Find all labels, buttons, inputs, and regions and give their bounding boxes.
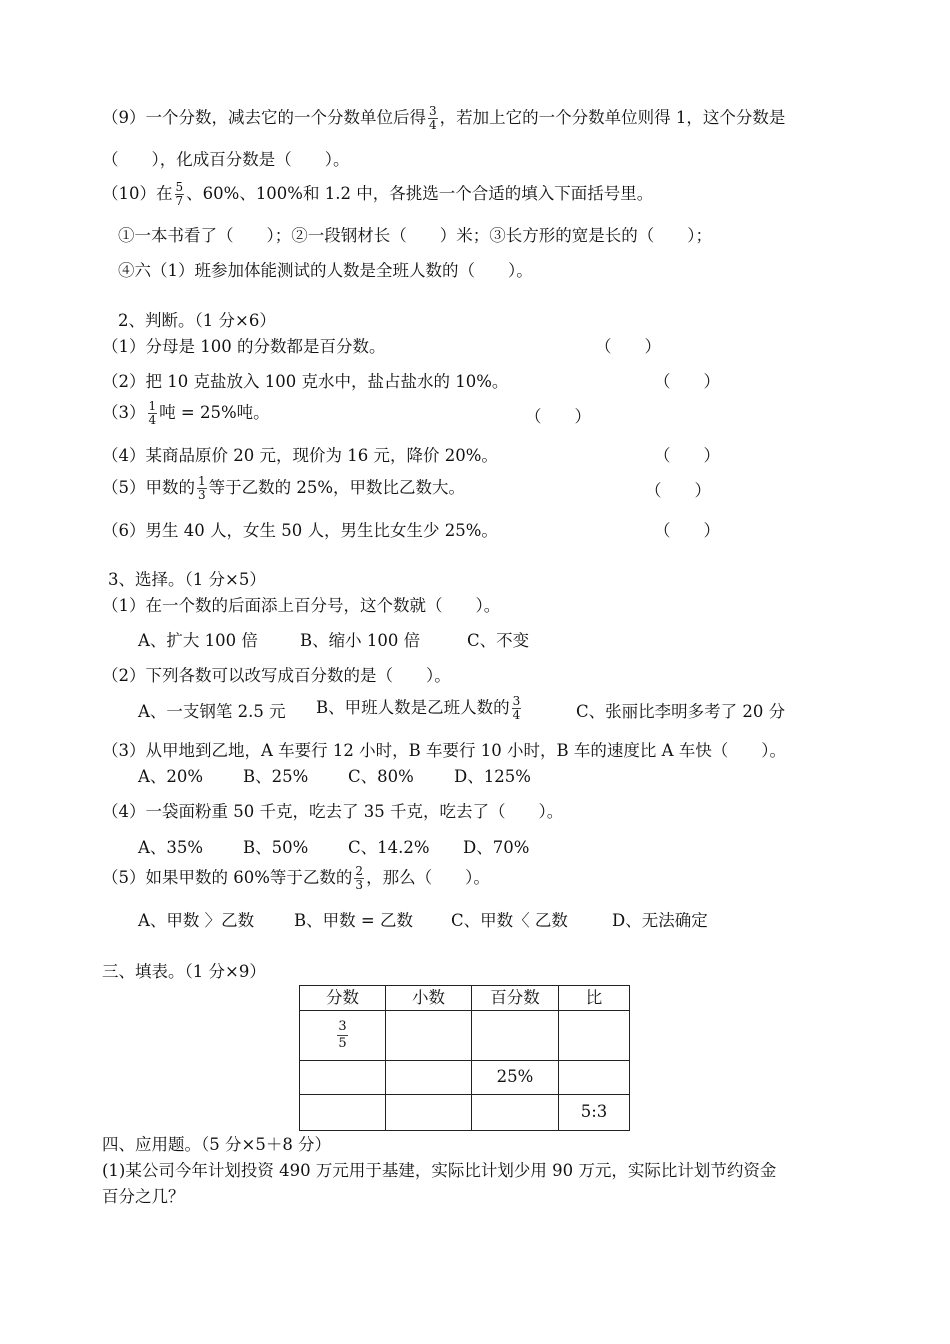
judge-item-1: （1）分母是 100 的分数都是百分数。 — [102, 337, 386, 356]
choice-q2-option-b[interactable] — [316, 695, 523, 722]
q10-text-post: 、60%、100%和 1.2 中，各挑选一个合适的填入下面括号里。 — [186, 184, 654, 204]
table-row — [300, 1095, 630, 1131]
choice-q3-option-c[interactable]: C、80% — [348, 767, 414, 786]
judge-item-6: （6）男生 40 人，女生 50 人，男生比女生少 25%。 — [102, 521, 498, 540]
fraction-1-3: $\frac{1}{3}$ — [198, 474, 206, 502]
choice-q4-stem: （4）一袋面粉重 50 千克，吃去了 35 千克，吃去了（ ）。 — [102, 802, 564, 821]
table-header-decimal: 小数 — [386, 986, 472, 1011]
table-cell-percent: 25% — [472, 1061, 559, 1095]
choice-q1-option-c[interactable]: C、不变 — [467, 631, 530, 650]
table-cell-empty[interactable] — [559, 1061, 630, 1095]
q10-line1 — [102, 181, 653, 208]
choice-q3-stem: （3）从甲地到乙地，A 车要行 12 小时，B 车要行 10 小时，B 车的速度比 A 车快（ ）。 — [102, 741, 787, 760]
q10-line3: ④六（1）班参加体能测试的人数是全班人数的（ ）。 — [118, 261, 533, 280]
judge-mark-3[interactable]: （ ） — [525, 407, 591, 426]
choice-q4-option-d[interactable]: D、70% — [463, 838, 530, 857]
judge-item-5 — [102, 475, 465, 502]
fraction-3-5: $\frac{3}{5}$ — [338, 1019, 347, 1051]
fraction-3-4: $\frac{3}{4}$ — [429, 104, 437, 132]
fraction-1-4: $\frac{1}{4}$ — [148, 399, 157, 427]
table-cell-fraction — [300, 1011, 386, 1061]
q10-line2: ①一本书看了（ ）；②一段钢材长（ ）米；③长方形的宽是长的（ ）； — [118, 226, 712, 245]
judge-mark-4[interactable]: （ ） — [654, 446, 720, 465]
choice-q3-option-d[interactable]: D、125% — [454, 767, 531, 786]
judge-3-post: 吨 = 25%吨。 — [159, 403, 270, 423]
choice-q5-option-d[interactable]: D、无法确定 — [612, 911, 708, 930]
choice-q4-option-c[interactable]: C、14.2% — [348, 838, 430, 857]
judge-heading: 2、判断。（1 分×6） — [118, 311, 276, 330]
table-cell-empty[interactable] — [386, 1095, 472, 1131]
table-row — [300, 1061, 630, 1095]
choice-q4-option-b[interactable]: B、50% — [243, 838, 309, 857]
table-header-fraction: 分数 — [300, 986, 386, 1011]
judge-mark-2[interactable]: （ ） — [654, 372, 720, 391]
choice-heading: 3、选择。（1 分×5） — [108, 570, 266, 589]
table-header-percent: 百分数 — [472, 986, 559, 1011]
q9-line1 — [102, 105, 785, 132]
application-q1-line2: 百分之几？ — [102, 1187, 185, 1206]
choice-q2-stem: （2）下列各数可以改写成百分数的是（ ）。 — [102, 666, 451, 685]
fraction-2-3: $\frac{2}{3}$ — [355, 864, 364, 892]
judge-item-2: （2）把 10 克盐放入 100 克水中，盐占盐水的 10%。 — [102, 372, 509, 391]
choice-q5-option-b[interactable]: B、甲数 = 乙数 — [294, 911, 413, 930]
table-header-row — [300, 986, 630, 1011]
table-cell-empty[interactable] — [300, 1095, 386, 1131]
judge-3-pre: （3） — [102, 403, 146, 423]
judge-mark-6[interactable]: （ ） — [654, 521, 720, 540]
choice-q1-option-b[interactable]: B、缩小 100 倍 — [300, 631, 421, 650]
application-q1-line1: (1)某公司今年计划投资 490 万元用于基建，实际比计划少用 90 万元，实际比计划节约资金 — [102, 1161, 777, 1180]
table-cell-empty[interactable] — [472, 1011, 559, 1061]
table-cell-empty[interactable] — [472, 1095, 559, 1131]
table-cell-ratio: 5:3 — [559, 1095, 630, 1131]
table-cell-empty[interactable] — [386, 1061, 472, 1095]
judge-item-4: （4）某商品原价 20 元，现价为 16 元，降价 20%。 — [102, 446, 498, 465]
table-cell-empty[interactable] — [300, 1061, 386, 1095]
q10-text-pre: （10）在 — [102, 184, 173, 204]
choice-q4-option-a[interactable]: A、35% — [138, 838, 204, 857]
judge-item-3 — [102, 400, 270, 427]
choice-q5-pre: （5）如果甲数的 60%等于乙数的 — [102, 868, 353, 888]
q9-text-post: ，若加上它的一个分数单位则得 1，这个分数是 — [439, 108, 786, 128]
table-cell-empty[interactable] — [559, 1011, 630, 1061]
choice-q5-post: ，那么（ ）。 — [366, 868, 490, 888]
choice-q2-option-c[interactable]: C、张丽比李明多考了 20 分 — [576, 702, 786, 721]
judge-5-pre: （5）甲数的 — [102, 478, 195, 498]
choice-q1-stem: （1）在一个数的后面添上百分号，这个数就（ ）。 — [102, 596, 501, 615]
choice-q1-option-a[interactable]: A、扩大 100 倍 — [138, 631, 258, 650]
choice-q3-option-b[interactable]: B、25% — [243, 767, 309, 786]
table-header-ratio: 比 — [559, 986, 630, 1011]
judge-5-post: 等于乙数的 25%，甲数比乙数大。 — [208, 478, 466, 498]
choice-q3-option-a[interactable]: A、20% — [138, 767, 204, 786]
fraction-3-4: $\frac{3}{4}$ — [512, 694, 521, 722]
table-heading: 三、填表。（1 分×9） — [102, 962, 266, 981]
choice-q5-option-a[interactable]: A、甲数 〉乙数 — [138, 911, 255, 930]
fill-table — [299, 985, 630, 1131]
choice-q5-option-c[interactable]: C、甲数〈 乙数 — [451, 911, 568, 930]
application-heading: 四、应用题。（5 分×5＋8 分） — [102, 1135, 332, 1154]
table-cell-empty[interactable] — [386, 1011, 472, 1061]
judge-mark-1[interactable]: （ ） — [595, 337, 661, 356]
fraction-5-7: $\frac{5}{7}$ — [175, 180, 184, 208]
choice-q2-option-a[interactable]: A、一支钢笔 2.5 元 — [138, 702, 286, 721]
q9-line2: （ ），化成百分数是（ ）。 — [102, 150, 350, 169]
judge-mark-5[interactable]: （ ） — [645, 481, 711, 500]
choice-q2-b-text: B、甲班人数是乙班人数的 — [316, 698, 510, 718]
q9-text-pre: （9）一个分数，减去它的一个分数单位后得 — [102, 108, 426, 128]
choice-q5-stem — [102, 865, 490, 892]
table-row — [300, 1011, 630, 1061]
